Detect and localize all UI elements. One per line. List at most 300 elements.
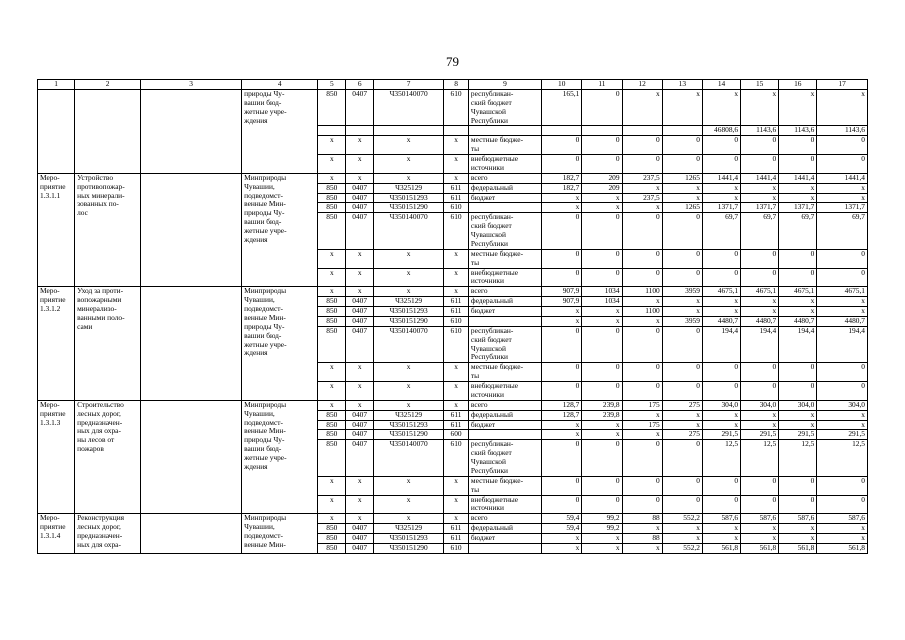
funding-value: 0 [582,89,622,126]
funding-value: 0 [622,382,662,401]
funding-value: x [779,410,817,420]
section-code: x [346,363,374,382]
funding-value: 275 [662,400,702,410]
funding-value: 1371,7 [741,203,779,213]
funding-value: 182,7 [542,183,582,193]
funding-value: x [582,430,622,440]
funding-value: 291,5 [779,430,817,440]
funding-value: x [741,524,779,534]
column-header: 11 [582,80,622,90]
target-article-code: x [374,136,444,155]
funding-value: 69,7 [817,213,868,250]
grbs-code: x [318,382,346,401]
funding-value: 1034 [582,297,622,307]
grbs-code: x [318,173,346,183]
funding-value: 275 [662,430,702,440]
funding-value: x [582,203,622,213]
funding-value: 0 [662,440,702,477]
funding-source: республикан- ский бюджет Чувашской Республики [468,440,541,477]
funding-value: 561,8 [702,543,740,553]
section-code: x [346,400,374,410]
funding-value: 165,1 [542,89,582,126]
funding-value: 4675,1 [741,287,779,297]
funding-value: 0 [779,155,817,174]
empty-cell [141,514,242,554]
grbs-code: x [318,400,346,410]
section-code: 0407 [346,326,374,363]
funding-value: x [741,193,779,203]
funding-value: x [817,534,868,544]
funding-value: x [779,297,817,307]
column-header: 13 [662,80,702,90]
page-number: 79 [446,54,459,69]
funding-value: 0 [542,495,582,514]
target-article-code: x [374,514,444,524]
expense-type-code: x [444,495,469,514]
section-code: 0407 [346,524,374,534]
funding-value: 0 [702,268,740,287]
funding-value: 4480,7 [817,316,868,326]
grbs-code: 850 [318,297,346,307]
column-header: 17 [817,80,868,90]
funding-value: x [542,316,582,326]
funding-value: x [542,534,582,544]
funding-value: 0 [662,495,702,514]
grbs-code: 850 [318,316,346,326]
measure-name: Меро- приятие 1.3.1.3 [38,400,75,514]
column-header: 5 [318,80,346,90]
funding-value: 0 [582,136,622,155]
funding-value: 0 [702,249,740,268]
section-code: 0407 [346,203,374,213]
funding-value: 0 [542,363,582,382]
grbs-code: x [318,136,346,155]
funding-value: x [662,524,702,534]
column-header: 2 [75,80,141,90]
funding-value: 0 [582,440,622,477]
grbs-code: x [318,268,346,287]
funding-value: 587,6 [741,514,779,524]
funding-value: 0 [817,249,868,268]
funding-value: 3959 [662,316,702,326]
expense-type-code: x [444,249,469,268]
section-code: 0407 [346,307,374,317]
funding-value: 3959 [662,287,702,297]
measure-name: Меро- приятие 1.3.1.2 [38,287,75,401]
grbs-code: 850 [318,440,346,477]
column-header: 14 [702,80,740,90]
expense-type-code: 611 [444,524,469,534]
funding-value: x [662,89,702,126]
expense-type-code: 610 [444,203,469,213]
grbs-code: 850 [318,307,346,317]
responsible-executor: Минприроды Чувашии, подведомст- венные Мин- [242,514,318,554]
funding-source: местные бюдже- ты [468,476,541,495]
funding-value: 0 [779,495,817,514]
funding-value: 88 [622,534,662,544]
funding-value: x [662,297,702,307]
funding-value: x [779,307,817,317]
measure-description: Устройство противопожар- ных минерали- зованных по- лос [75,173,141,287]
funding-value: 291,5 [741,430,779,440]
funding-value: 587,6 [779,514,817,524]
funding-value: 59,4 [542,514,582,524]
column-header: 10 [542,80,582,90]
funding-value: x [582,307,622,317]
column-header: 8 [444,80,469,90]
expense-type-code: 610 [444,213,469,250]
funding-value: x [662,307,702,317]
grbs-code: 850 [318,203,346,213]
funding-value: x [622,316,662,326]
section-code: 0407 [346,297,374,307]
expense-type-code: x [444,287,469,297]
funding-value: x [817,193,868,203]
funding-value: 0 [662,249,702,268]
funding-value: 0 [779,136,817,155]
funding-value: 0 [622,136,662,155]
funding-value: 209 [582,183,622,193]
funding-value: x [702,420,740,430]
funding-value: 0 [622,326,662,363]
funding-value: 1441,4 [702,173,740,183]
funding-value: 99,2 [582,514,622,524]
expense-type-code: 611 [444,193,469,203]
funding-value: 304,0 [741,400,779,410]
funding-value: 0 [662,476,702,495]
funding-value: 0 [741,249,779,268]
grbs-code: 850 [318,543,346,553]
expense-type-code: 611 [444,297,469,307]
column-header: 12 [622,80,662,90]
funding-source: внебюджетные источники [468,382,541,401]
funding-value: 1441,4 [817,173,868,183]
section-code: x [346,268,374,287]
section-code: x [346,514,374,524]
funding-value: x [662,183,702,193]
funding-source [468,203,541,213]
target-article-code: x [374,173,444,183]
funding-value: 0 [702,155,740,174]
funding-value: 0 [779,363,817,382]
funding-source: республикан- ский бюджет Чувашской Республики [468,326,541,363]
funding-value: x [741,420,779,430]
funding-value: 1371,7 [702,203,740,213]
target-article-code: x [374,249,444,268]
funding-value: x [702,297,740,307]
funding-value: x [582,316,622,326]
funding-value: 4675,1 [817,287,868,297]
funding-value: 175 [622,400,662,410]
funding-value: 237,5 [622,193,662,203]
expense-type-code: x [444,400,469,410]
grbs-code: 850 [318,183,346,193]
funding-value: x [542,543,582,553]
target-article-code: x [374,268,444,287]
target-article-code: Ч325129 [374,524,444,534]
funding-value: x [817,297,868,307]
section-code: x [346,136,374,155]
expense-type-code: x [444,363,469,382]
expense-type-code: 610 [444,440,469,477]
funding-value: 304,0 [779,400,817,410]
funding-source [468,126,541,136]
section-code: 0407 [346,316,374,326]
funding-value: 0 [542,440,582,477]
funding-value [662,126,702,136]
funding-value: 4675,1 [779,287,817,297]
measure-description [75,89,141,173]
funding-value: x [702,89,740,126]
target-article-code: Ч350151290 [374,543,444,553]
target-article-code: x [374,287,444,297]
funding-source: республикан- ский бюджет Чувашской Республики [468,89,541,126]
header-row [38,80,868,90]
funding-value: 0 [817,155,868,174]
funding-value: 194,4 [741,326,779,363]
measure-name: Меро- приятие 1.3.1.4 [38,514,75,554]
funding-value: x [702,410,740,420]
funding-value: 209 [582,173,622,183]
funding-value: x [542,307,582,317]
section-code: 0407 [346,543,374,553]
expense-type-code: 600 [444,430,469,440]
funding-value: 0 [622,268,662,287]
funding-value: 1371,7 [779,203,817,213]
funding-value: 69,7 [779,213,817,250]
funding-value: 0 [542,136,582,155]
empty-cell [141,173,242,287]
funding-source: внебюджетные источники [468,495,541,514]
table-row [38,173,868,183]
funding-value: x [662,420,702,430]
funding-value: 4480,7 [741,316,779,326]
funding-value: 1371,7 [817,203,868,213]
funding-source [468,430,541,440]
section-code: x [346,249,374,268]
expense-type-code: 610 [444,316,469,326]
funding-value: x [817,307,868,317]
funding-value: 239,8 [582,410,622,420]
funding-source [468,543,541,553]
funding-value: 304,0 [702,400,740,410]
funding-source: всего [468,400,541,410]
funding-value: 175 [622,420,662,430]
funding-value: 0 [542,326,582,363]
funding-source: внебюджетные источники [468,268,541,287]
funding-value: 0 [622,440,662,477]
expense-type-code: x [444,476,469,495]
grbs-code: 850 [318,213,346,250]
responsible-executor: природы Чу- вашии бюд- жетные учре- ждения [242,89,318,173]
section-code: 0407 [346,534,374,544]
funding-value: 46808,6 [702,126,740,136]
funding-value: 0 [702,382,740,401]
funding-value: x [702,307,740,317]
funding-value: 0 [582,382,622,401]
funding-value: 0 [741,495,779,514]
funding-value: 0 [582,213,622,250]
funding-value: x [741,534,779,544]
funding-value: 128,7 [542,410,582,420]
funding-value: 0 [779,268,817,287]
expense-type-code [444,126,469,136]
table-row [38,287,868,297]
expense-type-code: x [444,173,469,183]
grbs-code: 850 [318,410,346,420]
measure-name [38,89,75,173]
funding-value [622,126,662,136]
target-article-code: Ч325129 [374,410,444,420]
funding-value: 4480,7 [702,316,740,326]
target-article-code: Ч350151290 [374,316,444,326]
expense-type-code: x [444,514,469,524]
funding-value: 0 [622,476,662,495]
target-article-code: Ч350151290 [374,430,444,440]
funding-value: 0 [817,363,868,382]
target-article-code: x [374,495,444,514]
funding-value: 239,8 [582,400,622,410]
funding-value: 0 [582,268,622,287]
funding-value: x [779,193,817,203]
funding-value: x [779,534,817,544]
funding-value: 0 [662,363,702,382]
funding-source: республикан- ский бюджет Чувашской Республики [468,213,541,250]
funding-value: x [741,297,779,307]
column-header: 4 [242,80,318,90]
target-article-code: Ч350151293 [374,307,444,317]
funding-value: 1034 [582,287,622,297]
expense-type-code: 611 [444,410,469,420]
empty-cell [141,287,242,401]
funding-value: 182,7 [542,173,582,183]
funding-source: бюджет [468,193,541,203]
grbs-code: x [318,495,346,514]
measure-description: Реконструкция лесных дорог, предназначен- ных для охра- [75,514,141,554]
expense-type-code: 610 [444,543,469,553]
funding-value: x [662,534,702,544]
funding-value: x [817,183,868,193]
funding-value: x [662,410,702,420]
funding-value: x [622,183,662,193]
section-code: 0407 [346,410,374,420]
funding-value: 0 [779,382,817,401]
responsible-executor: Минприроды Чувашии, подведомст- венные Мин- природы Чу- вашии бюд- жетные учре- ждения [242,173,318,287]
section-code: x [346,287,374,297]
funding-value: 0 [662,382,702,401]
funding-value: 194,4 [779,326,817,363]
table-row [38,514,868,524]
target-article-code: Ч350151293 [374,193,444,203]
responsible-executor: Минприроды Чувашии, подведомст- венные Мин- природы Чу- вашии бюд- жетные учре- ждения [242,287,318,401]
funding-value: 291,5 [702,430,740,440]
funding-value: 552,2 [662,514,702,524]
funding-source: внебюджетные источники [468,155,541,174]
funding-value: 0 [542,268,582,287]
expense-type-code: x [444,382,469,401]
funding-value: 0 [817,136,868,155]
funding-source: местные бюдже- ты [468,136,541,155]
table-row [38,89,868,126]
funding-value: 59,4 [542,524,582,534]
grbs-code: x [318,514,346,524]
column-header: 3 [141,80,242,90]
expense-type-code: x [444,268,469,287]
grbs-code: 850 [318,420,346,430]
target-article-code: Ч350140070 [374,326,444,363]
funding-value: 0 [741,268,779,287]
funding-value: 1441,4 [741,173,779,183]
section-code: 0407 [346,89,374,126]
grbs-code: 850 [318,89,346,126]
funding-source: федеральный [468,297,541,307]
funding-value: 1143,6 [741,126,779,136]
measure-name: Меро- приятие 1.3.1.1 [38,173,75,287]
funding-value: 561,8 [779,543,817,553]
expense-type-code: x [444,155,469,174]
funding-value: x [779,524,817,534]
funding-value: 1100 [622,307,662,317]
funding-value: 69,7 [702,213,740,250]
funding-value: 0 [702,136,740,155]
column-header: 7 [374,80,444,90]
funding-value: x [702,183,740,193]
funding-value: 0 [741,155,779,174]
funding-value: x [741,183,779,193]
funding-value: x [582,193,622,203]
funding-source: местные бюдже- ты [468,249,541,268]
section-code: 0407 [346,193,374,203]
funding-value: 0 [542,213,582,250]
funding-value: 0 [741,382,779,401]
funding-source: федеральный [468,183,541,193]
funding-value: 0 [662,155,702,174]
funding-source: бюджет [468,534,541,544]
funding-value: 1441,4 [779,173,817,183]
target-article-code: x [374,400,444,410]
funding-value: 0 [622,213,662,250]
column-header: 16 [779,80,817,90]
funding-value: x [542,193,582,203]
grbs-code: 850 [318,326,346,363]
grbs-code: 850 [318,430,346,440]
funding-value: 0 [622,155,662,174]
funding-value: 1143,6 [779,126,817,136]
funding-value: 0 [817,476,868,495]
funding-value: x [702,534,740,544]
funding-value: 69,7 [741,213,779,250]
funding-value: 12,5 [779,440,817,477]
funding-value: 99,2 [582,524,622,534]
target-article-code: Ч350140070 [374,213,444,250]
target-article-code: x [374,363,444,382]
funding-value: 0 [741,136,779,155]
column-header: 15 [741,80,779,90]
funding-value: 12,5 [702,440,740,477]
funding-value: 0 [702,363,740,382]
section-code: 0407 [346,430,374,440]
section-code: 0407 [346,440,374,477]
funding-value: x [741,307,779,317]
funding-value: 907,9 [542,287,582,297]
funding-value: 0 [622,495,662,514]
grbs-code: 850 [318,534,346,544]
funding-value [542,126,582,136]
grbs-code: 850 [318,524,346,534]
funding-value: 1265 [662,203,702,213]
funding-value: 0 [622,249,662,268]
funding-value: x [662,193,702,203]
